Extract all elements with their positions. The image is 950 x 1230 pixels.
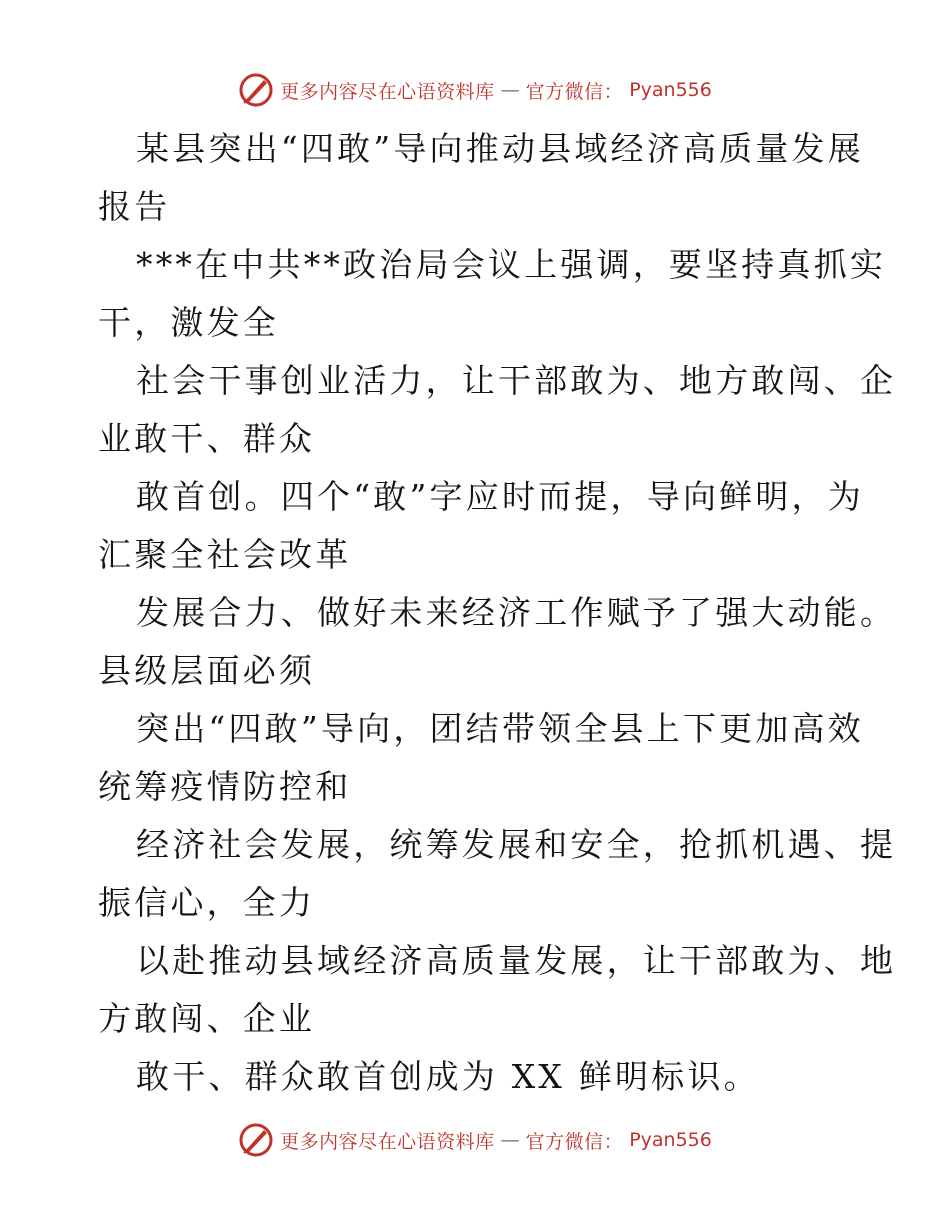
paragraph-line: 汇聚全社会改革 xyxy=(98,535,352,574)
paragraph-line: 发展合力、做好未来经济工作赋予了强大动能。 xyxy=(136,593,897,632)
quill-pen-logo-icon xyxy=(238,1122,274,1158)
paragraph-line: 经济社会发展，统筹发展和安全，抢抓机遇、提 xyxy=(136,825,897,864)
banner-wechat-label: 官方微信： xyxy=(525,80,624,103)
paragraph-line: 振信心，全力 xyxy=(98,883,316,922)
banner-wechat-id: Pyan556 xyxy=(629,1129,712,1151)
banner-site-text: 更多内容尽在心语资料库 xyxy=(280,1130,495,1153)
paragraph-line: 以赴推动县域经济高质量发展，让干部敢为、地 xyxy=(136,941,897,980)
paragraph-line: ***在中共**政治局会议上强调，要坚持真抓实 xyxy=(136,245,887,284)
paragraph-line: 敢干、群众敢首创成为 XX 鲜明标识。 xyxy=(136,1057,760,1096)
footer-watermark-banner xyxy=(0,1120,950,1160)
banner-site-text: 更多内容尽在心语资料库 xyxy=(280,80,495,103)
banner-separator: — xyxy=(500,1129,520,1151)
document-title-line-2: 报告 xyxy=(98,187,171,226)
document-body xyxy=(98,120,897,1106)
paragraph-line: 业敢干、群众 xyxy=(98,419,316,458)
quill-pen-logo-icon xyxy=(238,72,274,108)
paragraph-line: 社会干事创业活力，让干部敢为、地方敢闯、企 xyxy=(136,361,897,400)
banner-wechat-id: Pyan556 xyxy=(629,79,712,101)
paragraph-line: 敢首创。四个“敢”字应时而提，导向鲜明，为 xyxy=(136,477,864,516)
document-title-line-1: 某县突出“四敢”导向推动县域经济高质量发展 xyxy=(136,129,864,168)
header-watermark-banner xyxy=(0,70,950,110)
paragraph-line: 干，激发全 xyxy=(98,303,279,342)
paragraph-line: 方敢闯、企业 xyxy=(98,999,316,1038)
paragraph-line: 突出“四敢”导向，团结带领全县上下更加高效 xyxy=(136,709,864,748)
banner-separator: — xyxy=(500,79,520,101)
paragraph-line: 统筹疫情防控和 xyxy=(98,767,352,806)
paragraph-line: 县级层面必须 xyxy=(98,651,316,690)
banner-wechat-label: 官方微信： xyxy=(525,1130,624,1153)
